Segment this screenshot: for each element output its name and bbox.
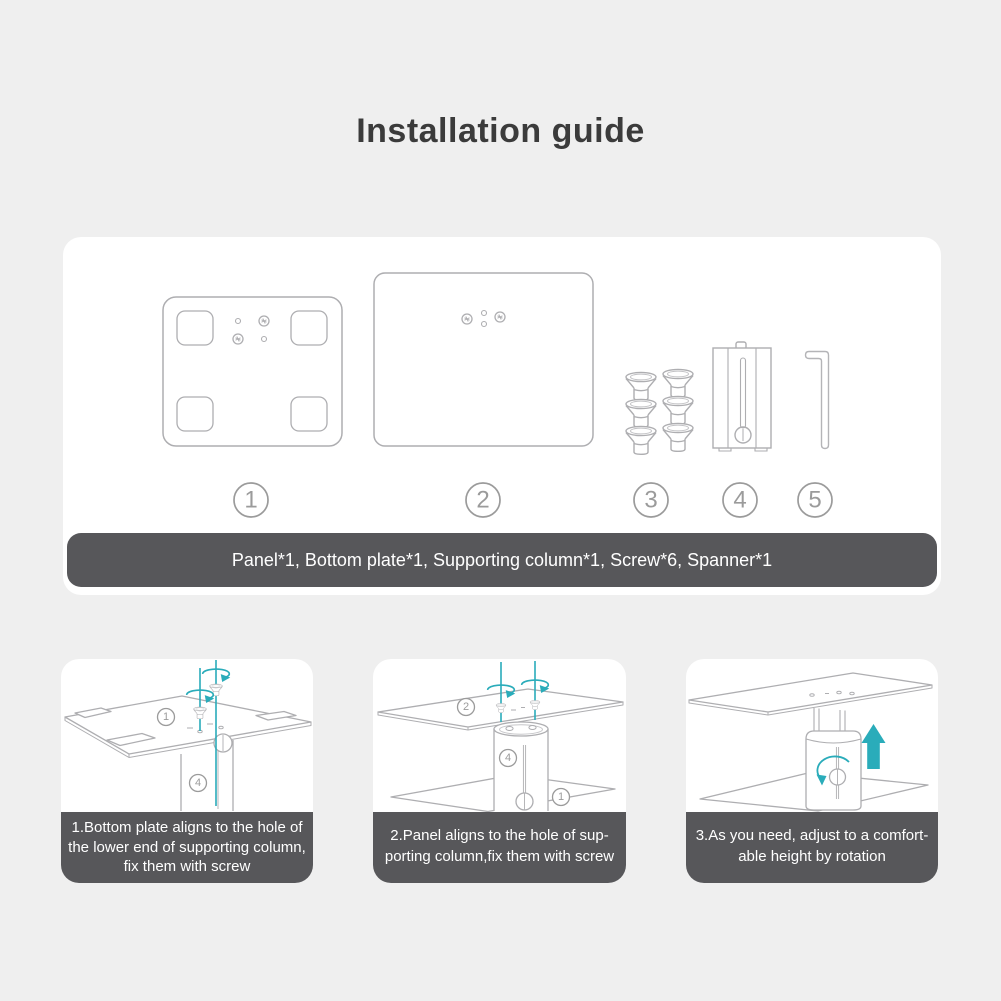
- caption-line: 1.Bottom plate aligns to the hole of: [71, 819, 303, 836]
- svg-text:4: 4: [194, 777, 202, 789]
- step2-column-badge: [500, 750, 517, 767]
- panel-part-illustration: [163, 297, 342, 446]
- part-3-badge: [634, 483, 668, 517]
- step1-plate-badge: [158, 709, 175, 726]
- part-4-badge: [723, 483, 757, 517]
- svg-text:1: 1: [162, 711, 170, 723]
- column-part-illustration: [713, 342, 771, 451]
- step2-panel-badge: [458, 699, 475, 716]
- step-1-caption: [61, 812, 313, 883]
- part-5-badge: [798, 483, 832, 517]
- bottom-plate-part-illustration: [374, 273, 593, 446]
- step2-plate-badge: [553, 789, 570, 806]
- caption-line: 3.As you need, adjust to a comfort-: [695, 827, 929, 844]
- step-1-illustration: [61, 659, 313, 812]
- svg-text:4: 4: [504, 752, 512, 764]
- caption-line: fix them with screw: [123, 858, 251, 875]
- step-2-illustration: [373, 659, 626, 812]
- svg-text:1: 1: [557, 791, 565, 803]
- step1-column-badge: [190, 775, 207, 792]
- step-3-illustration: [686, 659, 938, 812]
- svg-text:1: 1: [244, 486, 258, 514]
- svg-text:2: 2: [476, 486, 490, 514]
- part-number-badges: [234, 483, 832, 517]
- part-1-badge: [234, 483, 268, 517]
- step-2-card: [373, 659, 626, 883]
- step-3-card: [686, 659, 938, 883]
- svg-text:3: 3: [644, 486, 658, 514]
- screws-part-illustration: [626, 369, 693, 454]
- up-arrow-icon: [862, 724, 886, 769]
- svg-text:2: 2: [462, 701, 470, 713]
- screw-icon: [210, 684, 223, 696]
- step-2-caption: [373, 812, 626, 883]
- caption-line: able height by rotation: [738, 848, 886, 865]
- spanner-part-illustration: [806, 352, 829, 449]
- caption-line: porting column,fix them with screw: [384, 848, 615, 865]
- caption-line: the lower end of supporting column,: [68, 838, 306, 856]
- step-1-card: [61, 659, 313, 883]
- parts-panel: [63, 237, 941, 595]
- svg-text:4: 4: [733, 486, 747, 514]
- step-3-caption: [686, 812, 938, 883]
- svg-text:5: 5: [808, 486, 822, 514]
- caption-line: 2.Panel aligns to the hole of sup-: [390, 827, 609, 844]
- parts-illustration: [63, 237, 941, 533]
- part-2-badge: [466, 483, 500, 517]
- page-title: Installation guide: [356, 112, 645, 150]
- parts-list-text: Panel*1, Bottom plate*1, Supporting column*1, Screw*6, Spanner*1: [231, 550, 773, 570]
- parts-list-banner: [67, 533, 937, 587]
